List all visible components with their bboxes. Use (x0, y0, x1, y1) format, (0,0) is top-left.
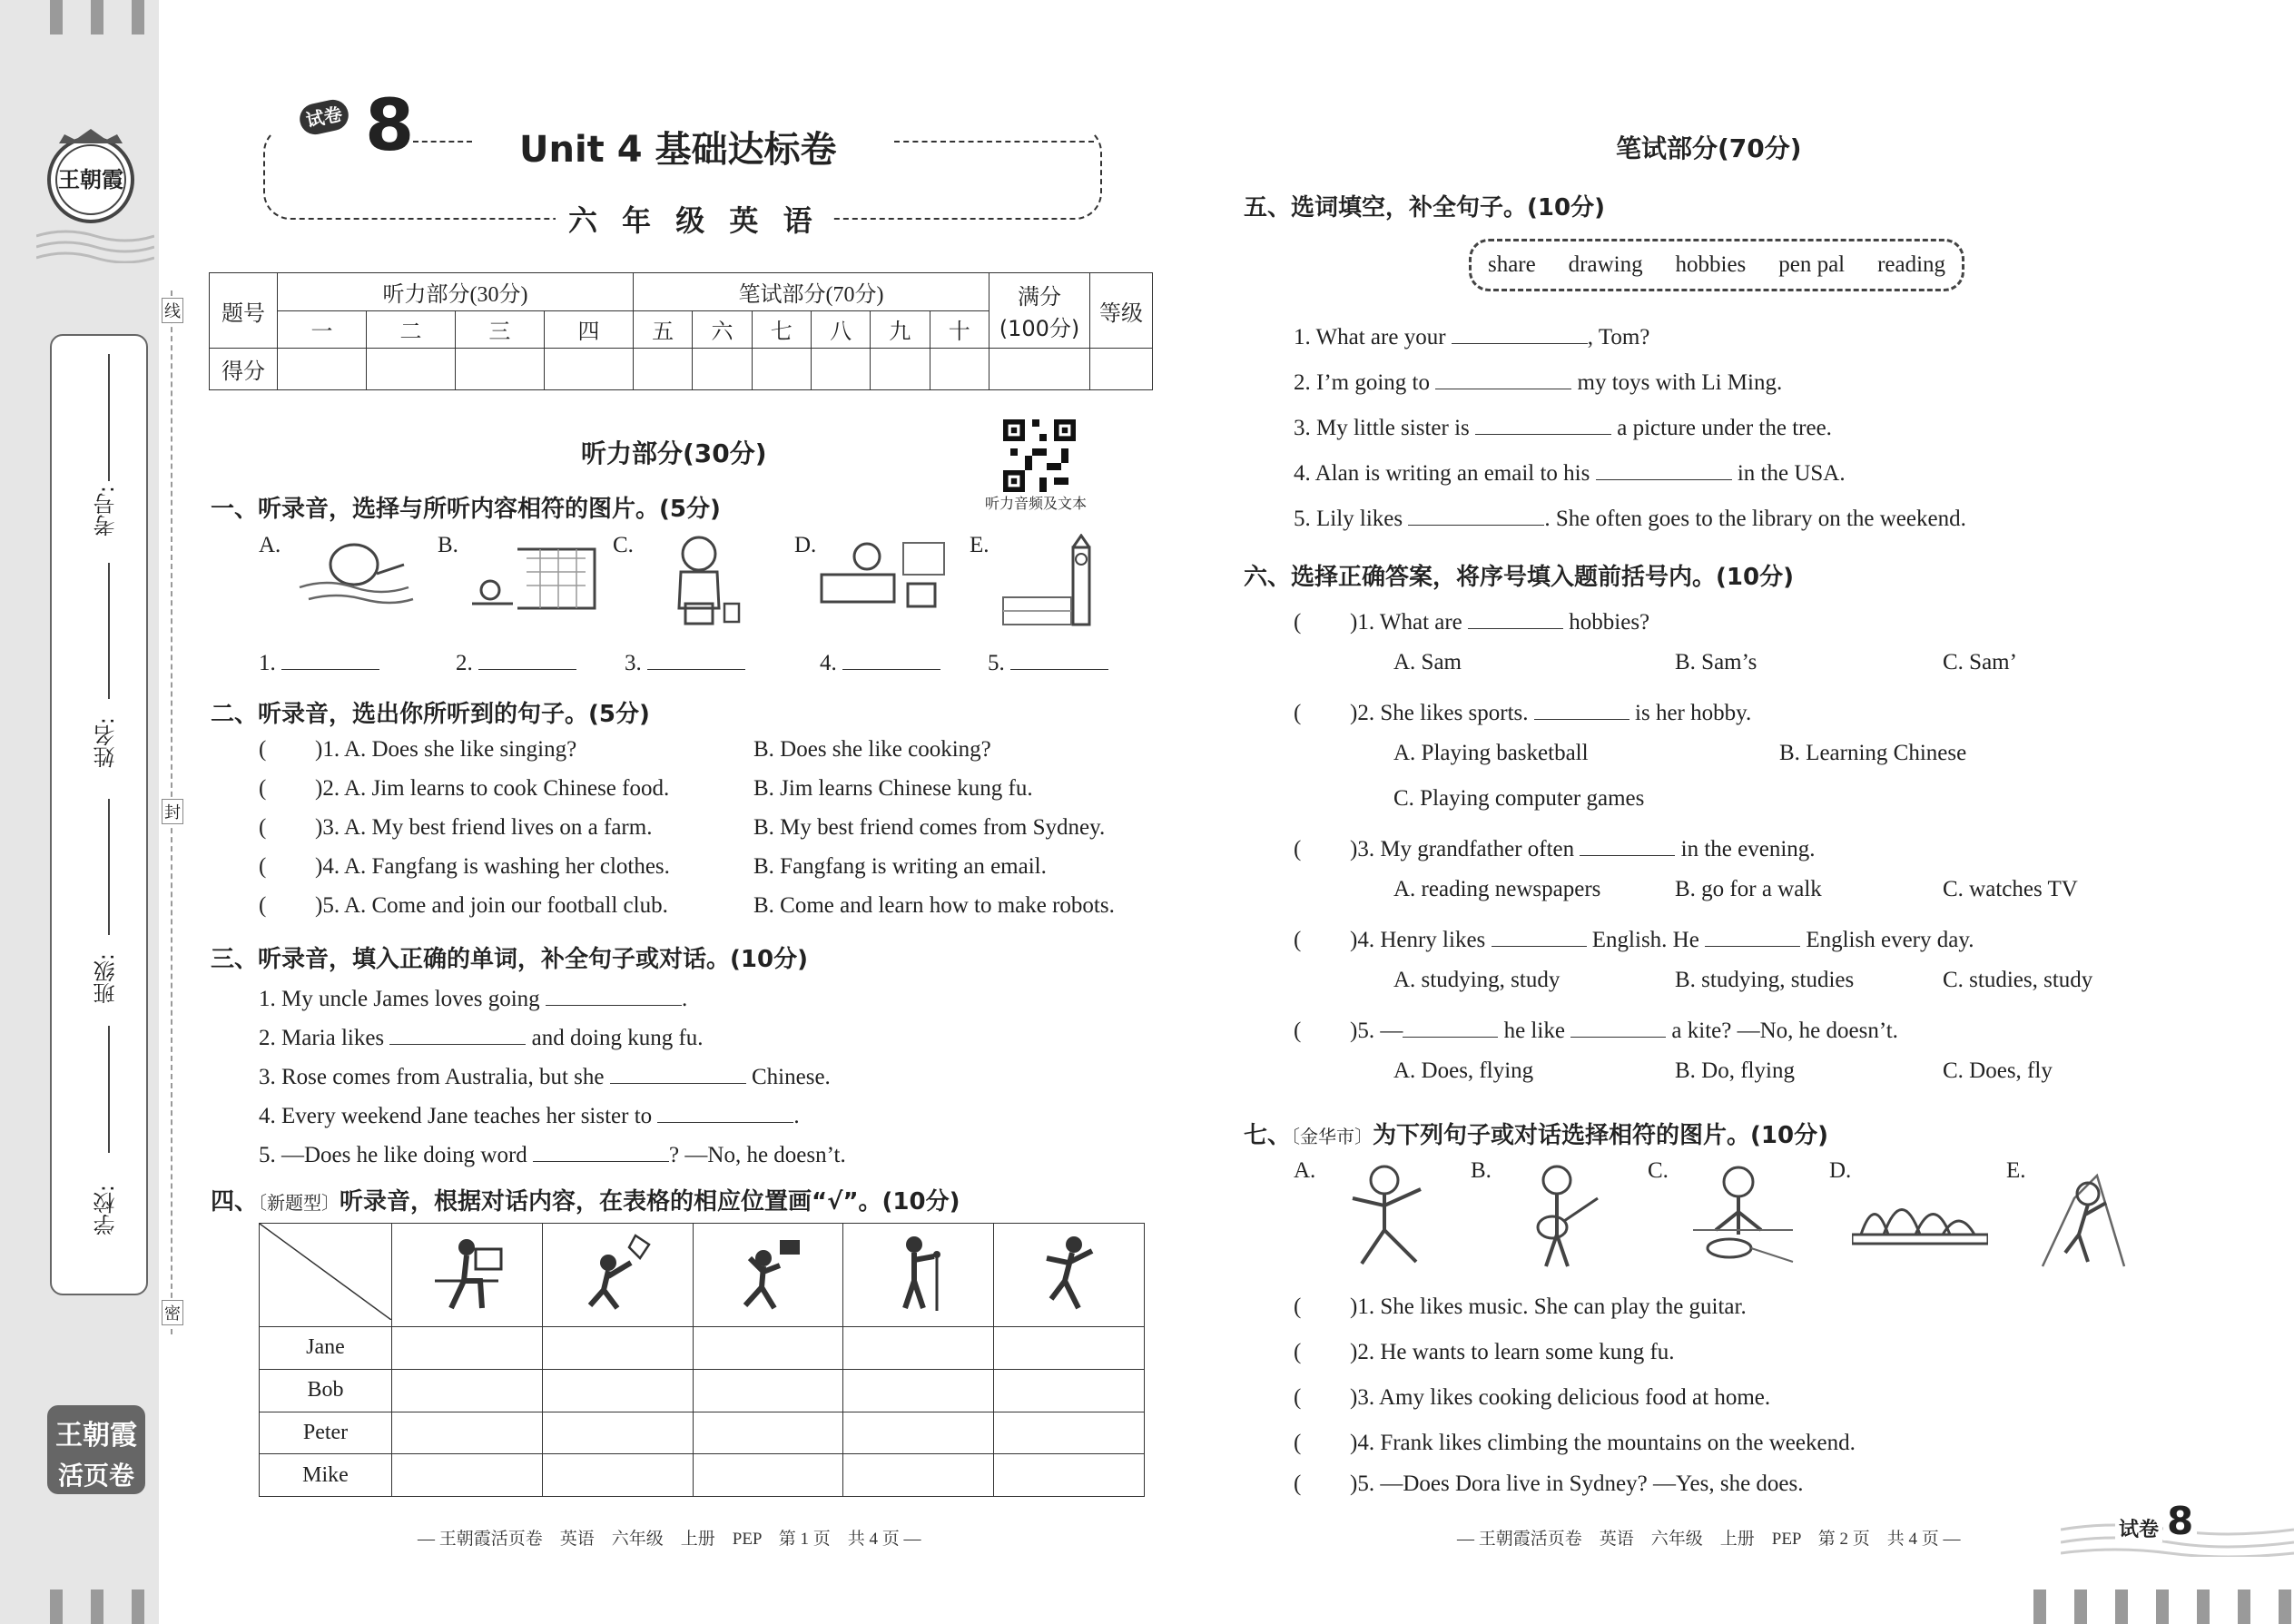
s2-option-a: )1. A. Does she like singing? (315, 737, 577, 762)
s6-text: )4. Henry likes (1350, 928, 1486, 952)
s3-text: 5. —Does he like doing word (259, 1143, 527, 1167)
word-bank-word: pen pal (1778, 252, 1846, 277)
s6-option[interactable]: B. Sam’s (1675, 650, 1757, 674)
blank[interactable] (1534, 696, 1629, 720)
seal-char-seal: 封 (162, 799, 183, 824)
score-cell[interactable] (278, 349, 367, 390)
score-writing-header: 笔试部分(70分) (633, 273, 989, 311)
grid-cell[interactable] (542, 1454, 693, 1497)
score-cell[interactable] (930, 349, 989, 390)
picture-football-goal (463, 540, 599, 613)
s3-text: 3. Rose comes from Australia, but she (259, 1065, 605, 1089)
name-label: 姓名: (94, 717, 119, 769)
s6-stem: ( )5. — he like a kite? —No, he doesn’t. (1294, 1014, 1898, 1042)
pic-letter: A. (1294, 1158, 1316, 1183)
blank[interactable] (1475, 411, 1611, 435)
title-dash-right (894, 141, 1094, 143)
s6-text: )2. She likes sports. (1350, 701, 1529, 725)
score-table (209, 272, 1153, 390)
picture-guitar-girl (1511, 1162, 1611, 1271)
s2-option-b: B. Fangfang is writing an email. (753, 854, 1047, 879)
section-6-title: 六、选择正确答案，将序号填入题前括号内。(10分) (1244, 564, 1794, 591)
word-bank-word: share (1487, 252, 1536, 277)
s4-title-text: 听录音，根据对话内容，在表格的相应位置画“√”。(10分) (340, 1188, 960, 1216)
s2-option-a: )3. A. My best friend lives on a farm. (315, 815, 653, 840)
grid-cell[interactable] (542, 1412, 693, 1454)
pic-letter: D. (1829, 1158, 1852, 1183)
answer-num: 2. (456, 651, 473, 675)
name-line[interactable] (108, 799, 110, 935)
s7-item: ( )1. She likes music. She can play the guitar. (1294, 1294, 1747, 1319)
s5-item (1294, 366, 1782, 394)
s6-text: is her hobby. (1635, 701, 1752, 725)
answer-blank-2 (456, 646, 576, 674)
brand-logo-bottom (47, 1405, 145, 1494)
s5-text: , Tom? (1587, 325, 1650, 349)
grid-cell[interactable] (843, 1454, 994, 1497)
score-cell[interactable] (1090, 349, 1153, 390)
s6-option[interactable]: C. watches TV (1943, 877, 2078, 901)
score-col: 一 (278, 310, 367, 349)
score-full-label: 满分 (1018, 284, 1061, 310)
s2-item: ( )5. A. Come and join our football club. (259, 893, 668, 918)
icon-singing (843, 1224, 994, 1327)
blank[interactable] (1492, 923, 1587, 947)
s6-text: )3. My grandfather often (1350, 837, 1575, 861)
s6-option[interactable]: C. studies, study (1943, 968, 2093, 992)
s6-option[interactable]: B. go for a walk (1675, 877, 1822, 901)
score-cell[interactable] (752, 349, 811, 390)
s3-text: 1. My uncle James loves going (259, 987, 540, 1011)
s6-option[interactable]: A. reading newspapers (1393, 877, 1601, 901)
s3-text: and doing kung fu. (531, 1026, 704, 1050)
s7-text: )2. He wants to learn some kung fu. (1350, 1340, 1675, 1364)
title-dash-left (413, 141, 472, 143)
new-type-tag: 〔新题型〕 (258, 1192, 340, 1214)
score-row-label-number: 题号 (210, 273, 278, 349)
grid-cell[interactable] (843, 1369, 994, 1412)
s5-text: 1. What are your (1294, 325, 1446, 349)
paper-number: 8 (365, 85, 415, 167)
grid-cell[interactable] (994, 1454, 1145, 1497)
blank[interactable] (1570, 1014, 1666, 1038)
answer-blank-3 (625, 646, 745, 674)
answer-blank-4 (820, 646, 940, 674)
section-2-title: 二、听录音，选出你所听到的句子。(5分) (211, 701, 650, 728)
grid-cell[interactable] (392, 1454, 543, 1497)
blank[interactable] (647, 646, 745, 670)
score-cell[interactable] (633, 349, 692, 390)
blank[interactable] (533, 1138, 669, 1162)
word-bank-word: drawing (1568, 252, 1643, 277)
s6-text: )1. What are (1350, 610, 1462, 635)
grid-cell[interactable] (843, 1412, 994, 1454)
score-col: 六 (693, 310, 752, 349)
s2-item: ( )2. A. Jim learns to cook Chinese food. (259, 776, 670, 801)
s5-item (1294, 320, 1649, 349)
pic-letter: C. (613, 533, 634, 557)
s3-item (259, 1138, 846, 1166)
s2-option-a: )4. A. Fangfang is washing her clothes. (315, 854, 670, 879)
grid-row-name: Bob (260, 1369, 392, 1412)
brand-bottom-line1: 王朝霞 (55, 1420, 137, 1452)
blank[interactable] (478, 646, 576, 670)
exam-number-label: 考号: (94, 486, 119, 537)
class-label: 班级: (94, 953, 119, 1005)
s6-option[interactable]: C. Sam’ (1943, 650, 2017, 674)
blank[interactable] (610, 1060, 746, 1084)
s5-text: . She often goes to the library on the weekend. (1544, 507, 1966, 531)
pic-letter: E. (970, 533, 989, 557)
s2-item: ( )1. A. Does she like singing? (259, 737, 577, 762)
blank[interactable] (842, 646, 940, 670)
qr-caption: 听力音频及文本 (985, 497, 1088, 512)
answer-num: 4. (820, 651, 837, 675)
blank[interactable] (1435, 366, 1571, 389)
s2-option-a: )5. A. Come and join our football club. (315, 893, 668, 918)
s6-option[interactable]: B. Do, flying (1675, 1058, 1795, 1083)
score-col: 九 (871, 310, 930, 349)
s6-option[interactable]: A. Sam (1393, 650, 1462, 674)
blank[interactable] (1408, 502, 1544, 526)
seal-char-line: 线 (162, 298, 183, 323)
pic-letter: A. (259, 533, 281, 557)
grid-cell[interactable] (994, 1369, 1145, 1412)
qr-code[interactable] (1003, 419, 1076, 492)
answer-num: 1. (259, 651, 276, 675)
score-col: 五 (633, 310, 692, 349)
picture-swimmer (290, 537, 418, 610)
icon-volleyball (693, 1224, 843, 1327)
score-full-value: (100分) (999, 316, 1080, 342)
page-title: Unit 4 基础达标卷 (519, 129, 837, 171)
exam-number-line-2[interactable] (108, 563, 110, 699)
grid-cell[interactable] (542, 1327, 693, 1370)
grid-row-name: Peter (260, 1412, 392, 1454)
pic-letter: B. (438, 533, 458, 557)
blank[interactable] (546, 982, 682, 1006)
exam-number-line[interactable] (108, 354, 110, 481)
s5-text: my toys with Li Ming. (1577, 370, 1783, 395)
picture-sydney-opera-house (1852, 1180, 1988, 1253)
icon-dancing (994, 1224, 1145, 1327)
score-cell[interactable] (811, 349, 870, 390)
answer-num: 3. (625, 651, 642, 675)
grid-cell[interactable] (843, 1327, 994, 1370)
s3-text: ? —No, he doesn’t. (669, 1143, 846, 1167)
score-col: 七 (752, 310, 811, 349)
s7-text: )5. —Does Dora live in Sydney? —Yes, she does. (1350, 1471, 1804, 1496)
score-cell[interactable] (366, 349, 455, 390)
s3-text: Chinese. (752, 1065, 831, 1089)
score-listening-header: 听力部分(30分) (278, 273, 634, 311)
s6-text: )5. — (1350, 1019, 1403, 1043)
score-cell[interactable] (455, 349, 544, 390)
grid-cell[interactable] (994, 1327, 1145, 1370)
s7-item: ( )3. Amy likes cooking delicious food at home. (1294, 1385, 1771, 1410)
score-cell[interactable] (544, 349, 633, 390)
s6-option[interactable]: A. studying, study (1393, 968, 1561, 992)
grid-row-name: Jane (260, 1327, 392, 1370)
s5-item (1294, 502, 1966, 530)
s5-text: 3. My little sister is (1294, 416, 1470, 440)
s6-stem: ( )4. Henry likes English. He English every day. (1294, 923, 1974, 951)
score-col: 八 (811, 310, 870, 349)
blank[interactable] (1596, 457, 1732, 480)
blank[interactable] (1010, 646, 1108, 670)
s7-text: )4. Frank likes climbing the mountains on the weekend. (1350, 1431, 1856, 1455)
s6-text: in the evening. (1680, 837, 1816, 861)
score-full-cell (989, 273, 1090, 349)
s5-text: 4. Alan is writing an email to his (1294, 461, 1590, 486)
seal-char-secret: 密 (162, 1300, 183, 1325)
s6-text: English. He (1591, 928, 1699, 952)
footer-right: — 王朝霞活页卷 英语 六年级 上册 PEP 第 2 页 共 4 页 — (1457, 1530, 1961, 1549)
s6-option[interactable]: A. Does, flying (1393, 1058, 1534, 1083)
picture-city-tower (999, 534, 1108, 629)
s2-item: ( )3. A. My best friend lives on a farm. (259, 815, 653, 840)
s7-text: )3. Amy likes cooking delicious food at home. (1350, 1385, 1771, 1410)
word-bank-word: hobbies (1675, 252, 1747, 277)
s5-text: in the USA. (1737, 461, 1846, 486)
pic-letter: C. (1648, 1158, 1669, 1183)
picture-girl-reading (817, 534, 949, 615)
picture-boy-robot (654, 531, 753, 631)
s5-text: 2. I’m going to (1294, 370, 1430, 395)
s3-text: . (681, 987, 688, 1011)
s3-item (259, 982, 687, 1010)
score-grade-label: 等级 (1090, 273, 1153, 349)
hobby-grid (259, 1223, 1145, 1497)
s2-option-b: B. My best friend comes from Sydney. (753, 815, 1106, 840)
s3-item (259, 1021, 704, 1049)
listening-header: 听力部分(30分) (581, 438, 767, 468)
grid-cell[interactable] (392, 1327, 543, 1370)
s3-text: 4. Every weekend Jane teaches her sister to (259, 1104, 653, 1128)
s7-item: ( )5. —Does Dora live in Sydney? —Yes, she does. (1294, 1471, 1804, 1496)
score-cell[interactable] (871, 349, 930, 390)
s3-item (259, 1099, 800, 1127)
region-tag: 〔金华市〕 (1291, 1126, 1373, 1147)
pic-letter: E. (2006, 1158, 2026, 1183)
s5-text: 5. Lily likes (1294, 507, 1403, 531)
blank[interactable] (657, 1099, 793, 1123)
footer-left: — 王朝霞活页卷 英语 六年级 上册 PEP 第 1 页 共 4 页 — (418, 1530, 921, 1549)
score-row-label-score: 得分 (210, 349, 278, 390)
s3-text: 2. Maria likes (259, 1026, 385, 1050)
section-7-title (1244, 1117, 1828, 1150)
s7-prefix: 七、 (1244, 1122, 1292, 1149)
s6-text: hobbies? (1569, 610, 1650, 635)
s5-item (1294, 411, 1832, 439)
s2-option-b: B. Does she like cooking? (753, 737, 991, 762)
score-col: 十 (930, 310, 989, 349)
writing-header: 笔试部分(70分) (1616, 133, 1802, 163)
page-subtitle: 六 年 级 英 语 (556, 198, 832, 240)
blank[interactable] (1403, 1014, 1498, 1038)
score-cell[interactable] (693, 349, 752, 390)
section-5-title: 五、选词填空，补全句子。(10分) (1244, 194, 1605, 221)
section-4-title (211, 1183, 960, 1216)
s7-text: )1. She likes music. She can play the guitar. (1350, 1294, 1747, 1319)
s2-option-b: B. Jim learns Chinese kung fu. (753, 776, 1033, 801)
score-col: 二 (366, 310, 455, 349)
s7-item: ( )4. Frank likes climbing the mountains on the weekend. (1294, 1431, 1856, 1455)
score-col: 三 (455, 310, 544, 349)
class-line[interactable] (108, 1026, 110, 1153)
s7-item: ( )2. He wants to learn some kung fu. (1294, 1340, 1675, 1364)
s3-text: . (793, 1104, 800, 1128)
s6-text: he like (1503, 1019, 1565, 1043)
s2-option-b: B. Come and learn how to make robots. (753, 893, 1115, 918)
pic-letter: D. (794, 533, 817, 557)
s6-text: a kite? —No, he doesn’t. (1671, 1019, 1898, 1043)
picture-cooking-girl (1684, 1162, 1802, 1271)
word-bank (1469, 239, 1964, 291)
brand-logo-text: 王朝霞 (58, 166, 123, 192)
picture-kung-fu-boy (1334, 1162, 1434, 1271)
icon-computer (392, 1224, 543, 1327)
diagonal-header-cell (260, 1224, 392, 1327)
s3-item (259, 1060, 831, 1088)
blank[interactable] (389, 1021, 526, 1045)
blank[interactable] (1452, 320, 1588, 344)
s6-text: English every day. (1806, 928, 1974, 952)
s4-prefix: 四、 (211, 1188, 259, 1216)
blank[interactable] (1580, 832, 1675, 856)
answer-blank-5 (988, 646, 1108, 674)
grid-cell[interactable] (693, 1327, 843, 1370)
grid-cell[interactable] (542, 1369, 693, 1412)
s2-item: ( )4. A. Fangfang is washing her clothes. (259, 854, 670, 879)
grid-cell[interactable] (693, 1412, 843, 1454)
pic-letter: B. (1471, 1158, 1492, 1183)
section-1-title: 一、听录音，选择与所听内容相符的图片。(5分) (211, 496, 721, 523)
word-bank-word: reading (1877, 252, 1946, 277)
s2-option-a: )2. A. Jim learns to cook Chinese food. (315, 776, 670, 801)
s6-stem: ( )2. She likes sports. is her hobby. (1294, 696, 1751, 724)
score-col: 四 (544, 310, 633, 349)
section-3-title: 三、听录音，填入正确的单词，补全句子或对话。(10分) (211, 946, 808, 973)
s5-item (1294, 457, 1846, 485)
s6-option[interactable]: B. studying, studies (1675, 968, 1855, 992)
s6-stem: ( )3. My grandfather often in the evening. (1294, 832, 1816, 861)
grid-cell[interactable] (392, 1369, 543, 1412)
grid-cell[interactable] (994, 1412, 1145, 1454)
s6-option[interactable]: C. Does, fly (1943, 1058, 2053, 1083)
s6-option[interactable]: A. Playing basketball (1393, 741, 1589, 765)
answer-num: 5. (988, 651, 1005, 675)
blank[interactable] (281, 646, 379, 670)
wave-decoration (36, 227, 154, 263)
paper-badge: 试卷 (297, 97, 351, 137)
grid-cell[interactable] (693, 1369, 843, 1412)
brand-logo-seal (41, 127, 141, 227)
student-info-box (50, 334, 148, 1295)
school-label: 学校: (94, 1185, 119, 1236)
picture-climbing-girl (2038, 1162, 2129, 1271)
grid-cell[interactable] (392, 1412, 543, 1454)
grid-cell[interactable] (693, 1454, 843, 1497)
icon-kite (542, 1224, 693, 1327)
blank[interactable] (1705, 923, 1800, 947)
s6-stem: ( )1. What are hobbies? (1294, 605, 1649, 634)
s7-title-text: 为下列句子或对话选择相符的图片。(10分) (1373, 1122, 1828, 1149)
corner-label: 试卷 (2115, 1514, 2162, 1542)
answer-blank-1 (259, 646, 379, 674)
corner-number: 8 (2163, 1502, 2197, 1540)
grid-row-name: Mike (260, 1454, 392, 1497)
s5-text: a picture under the tree. (1617, 416, 1832, 440)
score-cell[interactable] (989, 349, 1090, 390)
blank[interactable] (1468, 605, 1563, 629)
s6-option[interactable]: C. Playing computer games (1393, 786, 1645, 811)
brand-bottom-line2: 活页卷 (57, 1461, 134, 1491)
s6-option[interactable]: B. Learning Chinese (1779, 741, 1967, 765)
